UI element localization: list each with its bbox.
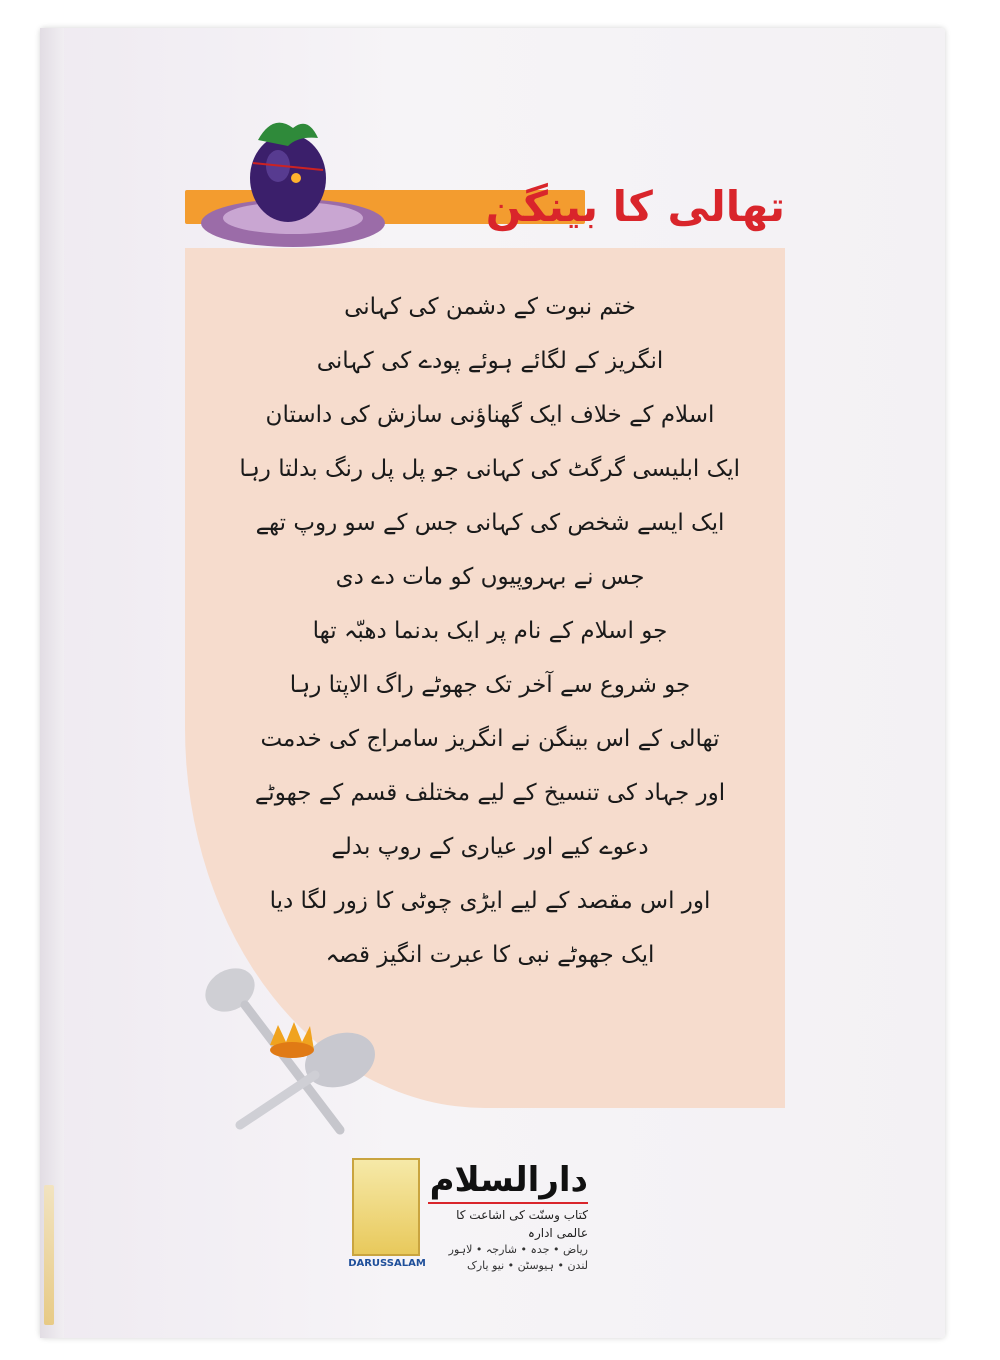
blurb-line: جو اسلام کے نام پر ایک بدنما دھبّہ تھا — [312, 618, 668, 644]
publisher-block — [428, 1158, 588, 1274]
blurb-line: اور اس مقصد کے لیے ایڑی چوٹی کا زور لگا دیا — [269, 888, 711, 914]
spoons-illustration — [190, 950, 400, 1140]
blurb-line: ختم نبوت کے دشمن کی کہانی — [344, 294, 636, 320]
eggplant-plate-illustration — [198, 108, 398, 248]
blurb-line: دعوے کیے اور عیاری کے روپ بدلے — [331, 834, 649, 860]
blurb-line: ایک ابلیسی گرگٹ کی کہانی جو پل پل رنگ بدلتا رہا — [239, 456, 740, 482]
book-title: تھالی کا بینگن — [485, 182, 785, 231]
blurb-line: جس نے بہروپیوں کو مات دے دی — [335, 564, 645, 590]
publisher-cities: ریاض • جدہ • شارجہ • لاہور — [448, 1243, 588, 1256]
publisher-logo — [352, 1158, 420, 1256]
blurb-lines — [240, 280, 740, 982]
blurb-line: ایک جھوٹے نبی کا عبرت انگیز قصہ — [325, 942, 655, 968]
spine-edge — [40, 28, 64, 1338]
blurb-line: انگریز کے لگائے ہوئے پودے کی کہانی — [316, 348, 664, 374]
blurb-line: اسلام کے خلاف ایک گھناؤنی سازش کی داستان — [265, 402, 715, 428]
blurb-line: اور جہاد کی تنسیخ کے لیے مختلف قسم کے جھوٹے — [254, 780, 726, 806]
blurb-line: تھالی کے اس بینگن نے انگریز سامراج کی خدمت — [260, 726, 720, 752]
publisher-name: دارالسلام — [429, 1160, 588, 1200]
spine-mark — [44, 1185, 54, 1325]
publisher-cities: لندن • ہیوسٹن • نیو یارک — [467, 1259, 588, 1272]
publisher-tagline: کتاب وسنّت کی اشاعت کا عالمی ادارہ — [428, 1202, 588, 1242]
blurb-line: ایک ایسے شخص کی کہانی جس کے سو روپ تھے — [255, 510, 725, 536]
publisher-logo-caption: DARUSSALAM — [348, 1258, 426, 1269]
blurb-line: جو شروع سے آخر تک جھوٹے راگ الاپتا رہا — [289, 672, 691, 698]
